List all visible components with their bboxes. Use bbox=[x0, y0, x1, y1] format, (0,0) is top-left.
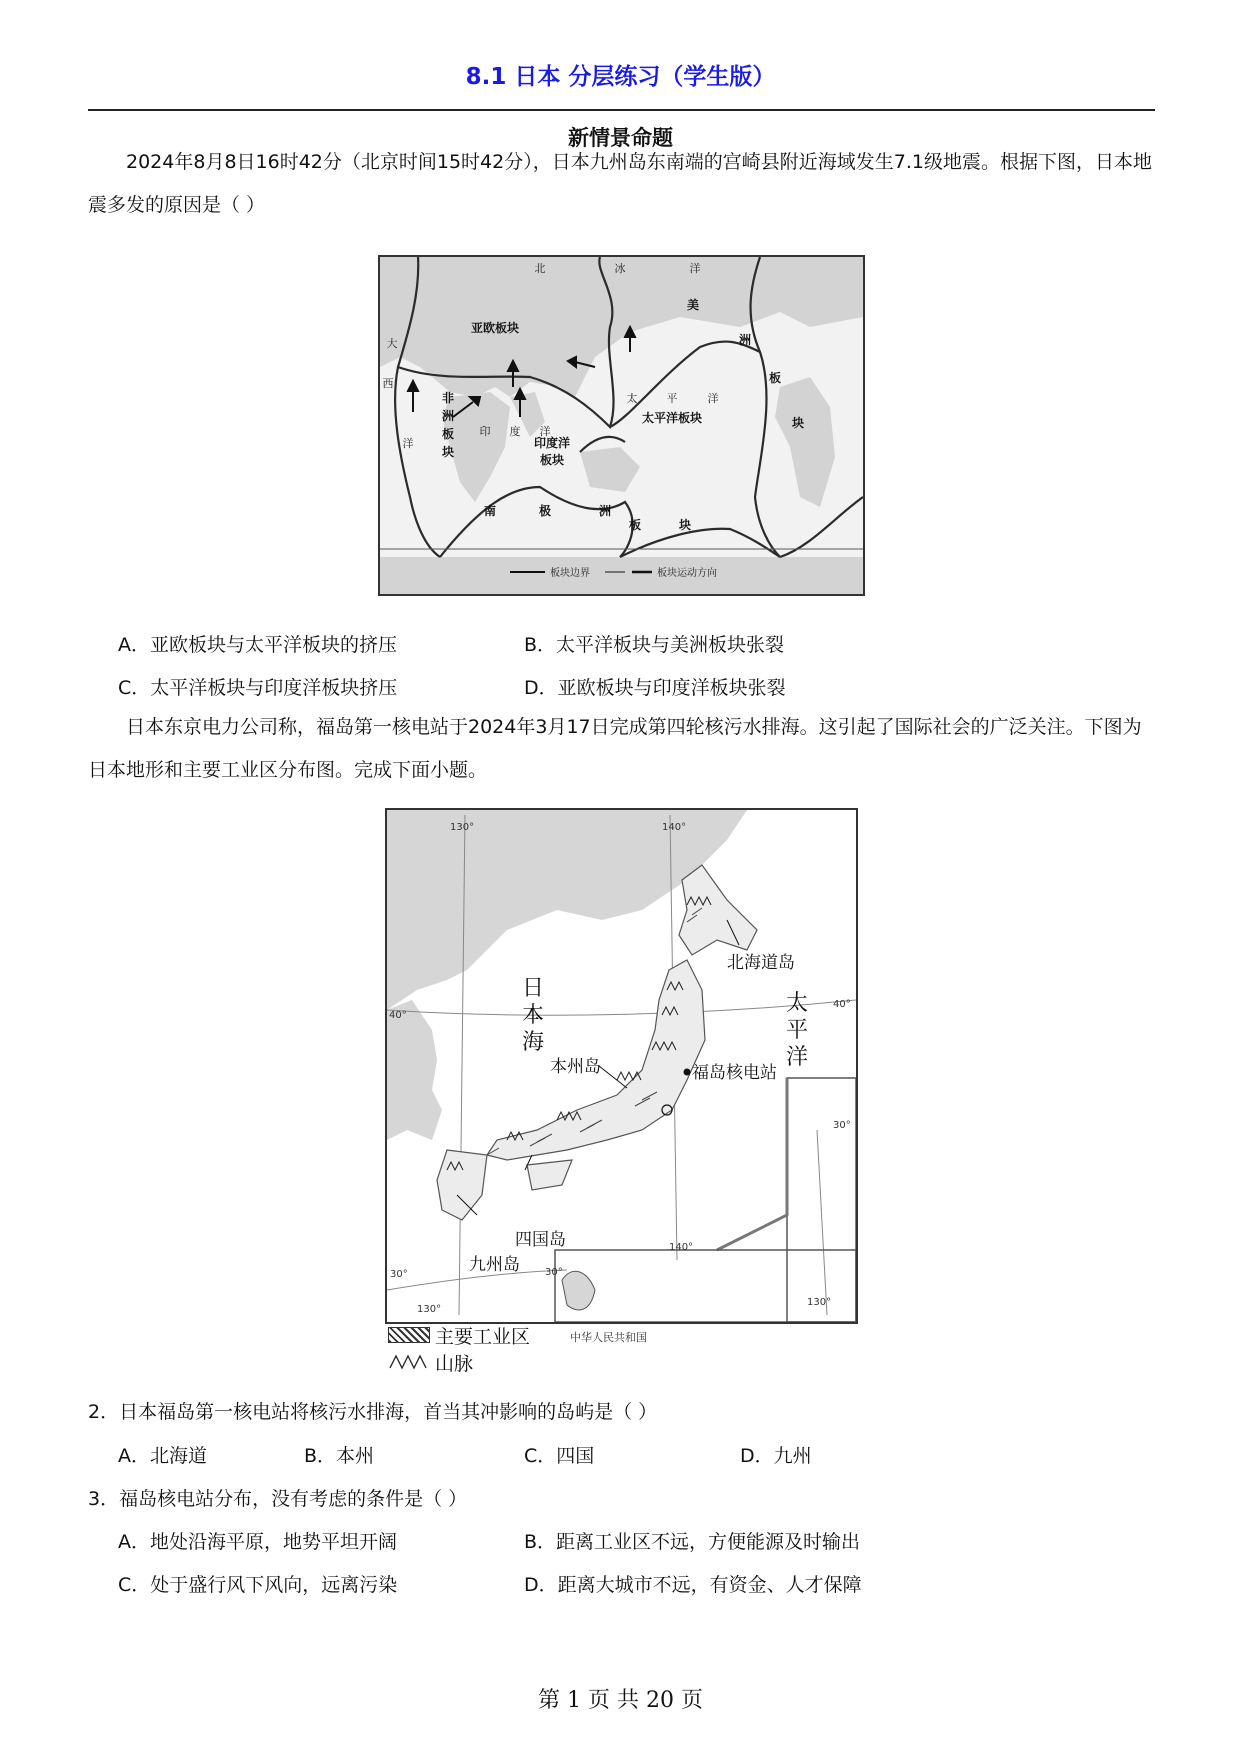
q3-option-d[interactable]: D．距离大城市不远，有资金、人才保障 bbox=[524, 1574, 862, 1596]
map1-ocean-label: 太 bbox=[626, 392, 638, 405]
japan-map-svg bbox=[387, 810, 856, 1322]
lon-130-top: 130° bbox=[450, 822, 475, 833]
sea-of-japan-char: 海 bbox=[521, 1030, 545, 1055]
label-hokkaido: 北海道岛 bbox=[727, 953, 795, 973]
map1-ocean-label: 洋 bbox=[707, 392, 719, 405]
plate-map-svg bbox=[380, 257, 863, 594]
question-1-stem: 2024年8月8日16时42分（北京时间15时42分），日本九州岛东南端的宫崎县附近海域发生7.1级地震。根据下图，日本地震多发的原因是（ ） bbox=[88, 151, 1152, 216]
document-title: 8.1 日本 分层练习（学生版） bbox=[465, 64, 776, 90]
lon-140-bottom: 140° bbox=[669, 1242, 694, 1253]
map1-ocean-label: 印 bbox=[479, 425, 491, 438]
map1-ocean-label: 洋 bbox=[689, 262, 701, 275]
fukushima-marker bbox=[684, 1069, 691, 1076]
lat-40-left: 40° bbox=[389, 1010, 407, 1021]
map1-america-char: 洲 bbox=[738, 333, 752, 347]
map1-antarctic-char: 极 bbox=[538, 504, 552, 518]
map1-ocean-label: 大 bbox=[386, 337, 398, 350]
question-2-stem: 2．日本福岛第一核电站将核污水排海，首当其冲影响的岛屿是（ ） bbox=[88, 1401, 658, 1423]
pacific-char: 太 bbox=[785, 991, 809, 1016]
legend-industry-swatch bbox=[388, 1327, 430, 1343]
map1-ocean-label: 洋 bbox=[402, 437, 414, 450]
lon-130-inset: 130° bbox=[807, 1297, 832, 1308]
map1-plate-label-eurasian: 亚欧板块 bbox=[470, 321, 520, 335]
map1-antarctic-char: 块 bbox=[678, 518, 692, 532]
context-paragraph: 日本东京电力公司称，福岛第一核电站于2024年3月17日完成第四轮核污水排海。这引起了国际社会的广泛关注。下图为日本地形和主要工业区分布图。完成下面小题。 bbox=[88, 716, 1142, 781]
map1-ocean-label: 北 bbox=[534, 262, 546, 275]
legend-mountain-icon bbox=[388, 1352, 428, 1370]
japan-terrain-industry-map bbox=[385, 808, 858, 1324]
map1-ocean-label: 度 bbox=[509, 425, 521, 438]
plate-tectonics-map bbox=[378, 255, 865, 596]
map1-ocean-label: 洋 bbox=[539, 425, 551, 438]
map1-antarctic-char: 南 bbox=[483, 504, 497, 518]
map1-africa-char: 板 bbox=[441, 427, 455, 441]
label-shikoku: 四国岛 bbox=[515, 1230, 566, 1250]
pacific-char: 平 bbox=[785, 1018, 809, 1043]
question-3-stem: 3．福岛核电站分布，没有考虑的条件是（ ） bbox=[88, 1488, 468, 1510]
lat-30-left: 30° bbox=[390, 1269, 408, 1280]
map1-america-char: 美 bbox=[686, 298, 700, 312]
q3-option-a[interactable]: A．地处沿海平原，地势平坦开阔 bbox=[118, 1531, 397, 1553]
q2-option-a[interactable]: A．北海道 bbox=[118, 1445, 207, 1467]
map1-antarctic-char: 板 bbox=[628, 518, 642, 532]
pacific-char: 洋 bbox=[785, 1045, 809, 1070]
q2-option-c[interactable]: C．四国 bbox=[524, 1445, 595, 1467]
map1-ocean-label: 冰 bbox=[614, 262, 626, 275]
map1-africa-char: 块 bbox=[441, 445, 455, 459]
header-divider bbox=[88, 109, 1155, 111]
lat-40-right: 40° bbox=[833, 999, 851, 1010]
q3-option-b[interactable]: B．距离工业区不远，方便能源及时输出 bbox=[524, 1531, 861, 1553]
map1-africa-char: 非 bbox=[441, 391, 455, 405]
lon-130-bottom: 130° bbox=[417, 1304, 442, 1315]
lat-30-bottom: 30° bbox=[545, 1267, 563, 1278]
map1-africa-char: 洲 bbox=[441, 409, 455, 423]
q1-option-c[interactable]: C．太平洋板块与印度洋板块挤压 bbox=[118, 677, 398, 699]
q1-option-b[interactable]: B．太平洋板块与美洲板块张裂 bbox=[524, 634, 785, 656]
q2-option-d[interactable]: D．九州 bbox=[740, 1445, 812, 1467]
q2-option-b[interactable]: B．本州 bbox=[304, 1445, 375, 1467]
map1-legend-boundary: 板块边界 bbox=[550, 568, 590, 579]
map1-legend-motion: 板块运动方向 bbox=[657, 568, 717, 579]
map1-ocean-label: 西 bbox=[382, 377, 394, 390]
label-kyushu: 九州岛 bbox=[469, 1255, 520, 1275]
map1-indian-line: 板块 bbox=[539, 453, 565, 467]
map1-ocean-label: 平 bbox=[666, 392, 678, 405]
section-heading: 新情景命题 bbox=[568, 126, 673, 150]
map1-america-char: 板 bbox=[768, 371, 782, 385]
map1-indian-line: 印度洋 bbox=[533, 436, 571, 450]
map1-plate-label-pacific: 太平洋板块 bbox=[641, 411, 703, 425]
map1-america-char: 块 bbox=[791, 416, 805, 430]
sea-of-japan-char: 本 bbox=[521, 1003, 545, 1028]
q3-option-c[interactable]: C．处于盛行风下风向，远离污染 bbox=[118, 1574, 398, 1596]
lon-140-top: 140° bbox=[662, 822, 687, 833]
q1-option-d[interactable]: D．亚欧板块与印度洋板块张裂 bbox=[524, 677, 786, 699]
page-footer: 第 1 页 共 20 页 bbox=[538, 1688, 703, 1713]
lat-30-inset: 30° bbox=[833, 1120, 851, 1131]
legend-industry-label: 主要工业区 bbox=[435, 1326, 531, 1348]
label-fukushima-plant: 福岛核电站 bbox=[692, 1063, 777, 1083]
label-honshu: 本州岛 bbox=[550, 1057, 601, 1077]
map1-antarctic-char: 洲 bbox=[598, 504, 612, 518]
q1-option-a[interactable]: A．亚欧板块与太平洋板块的挤压 bbox=[118, 634, 397, 656]
sea-of-japan-char: 日 bbox=[521, 976, 545, 1001]
inset-country-label: 中华人民共和国 bbox=[570, 1331, 647, 1344]
legend-mountain-label: 山脉 bbox=[435, 1353, 474, 1375]
